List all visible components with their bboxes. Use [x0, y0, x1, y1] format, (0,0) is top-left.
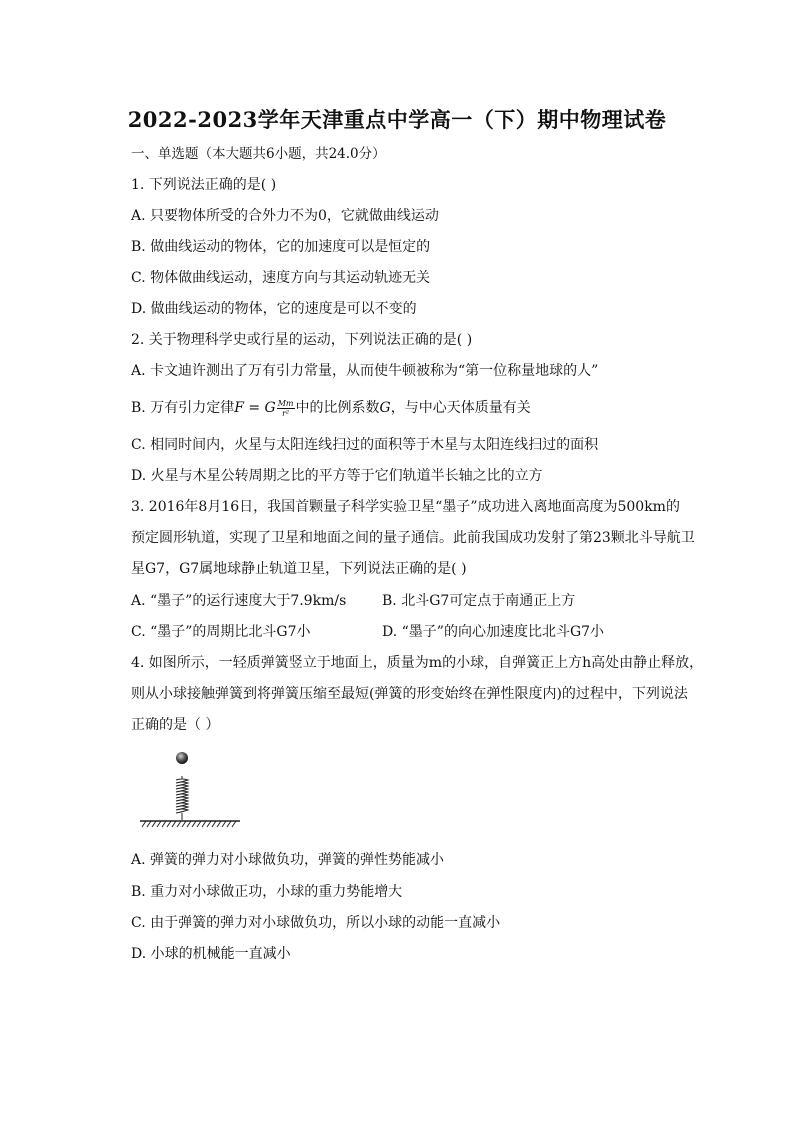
q4-stem-line3: 正确的是（ ）	[131, 717, 220, 733]
q3-stem-line1: 3. 2016年8月16日，我国首颗量子科学实验卫星“墨子”成功进入离地面高度为500km的	[131, 499, 680, 515]
q1-option-a: A. 只要物体所受的合外力不为0，它就做曲线运动	[131, 208, 439, 224]
section-heading: 一、单选题（本大题共6小题，共24.0分）	[131, 146, 386, 162]
q4-option-c: C. 由于弹簧的弹力对小球做负功，所以小球的动能一直减小	[131, 915, 501, 931]
q1-option-c: C. 物体做曲线运动，速度方向与其运动轨迹无关	[131, 270, 431, 286]
q4-stem-line2: 则从小球接触弹簧到将弹簧压缩至最短(弹簧的形变始终在弹性限度内)的过程中，下列说法	[131, 686, 688, 702]
q3-option-d: D. “墨子”的向心加速度比北斗G7小	[382, 624, 605, 640]
q4-option-a: A. 弹簧的弹力对小球做负功，弹簧的弹性势能减小	[131, 852, 445, 868]
spring-icon	[176, 776, 188, 820]
q2-option-b-tail: ，与中心天体质量有关	[390, 400, 531, 416]
formula-denominator: r²	[282, 408, 290, 418]
q1-stem: 1. 下列说法正确的是( )	[131, 177, 277, 193]
formula-numerator: Mm	[277, 398, 294, 408]
q3-option-c: C. “墨子”的周期比北斗G7小	[131, 624, 311, 640]
q3-stem-line3: 星G7，G7属地球静止轨道卫星，下列说法正确的是( )	[131, 561, 467, 577]
q2-option-c: C. 相同时间内，火星与太阳连线扫过的面积等于木星与太阳连线扫过的面积	[131, 437, 599, 453]
spring-ball-figure	[138, 748, 242, 830]
q2-option-d: D. 火星与木星公转周期之比的平方等于它们轨道半长轴之比的立方	[131, 468, 543, 484]
q3-option-a: A. “墨子”的运行速度大于7.9km/s	[131, 593, 347, 609]
q2-option-b	[131, 398, 531, 418]
q3-stem-line2: 预定圆形轨道，实现了卫星和地面之间的量子通信。此前我国成功发射了第23颗北斗导航卫	[131, 530, 695, 546]
ground-icon	[140, 821, 240, 827]
q4-option-d: D. 小球的机械能一直减小	[131, 946, 291, 962]
q1-option-b: B. 做曲线运动的物体，它的加速度可以是恒定的	[131, 239, 431, 255]
page-title: 2022-2023学年天津重点中学高一（下）期中物理试卷	[127, 107, 667, 132]
q2-option-b-middle: 中的比例系数	[295, 400, 380, 416]
q1-option-d: D. 做曲线运动的物体，它的速度是可以不变的	[131, 301, 417, 317]
q4-stem-line1: 4. 如图所示，一轻质弹簧竖立于地面上，质量为m的小球，自弹簧正上方h高处由静止释放，	[131, 655, 704, 671]
q2-option-b-prefix: B. 万有引力定律	[131, 400, 235, 416]
q3-option-b: B. 北斗G7可定点于南通正上方	[382, 593, 576, 609]
formula-fraction	[277, 399, 295, 418]
q2-stem: 2. 关于物理科学史或行星的运动，下列说法正确的是( )	[131, 332, 473, 348]
formula-lhs: F = G	[234, 400, 276, 416]
q2-option-a: A. 卡文迪许测出了万有引力常量，从而使牛顿被称为“第一位称量地球的人”	[131, 363, 599, 379]
ball-icon	[176, 752, 188, 764]
q4-option-b: B. 重力对小球做正功，小球的重力势能增大	[131, 884, 403, 900]
formula-var: G	[379, 400, 391, 416]
